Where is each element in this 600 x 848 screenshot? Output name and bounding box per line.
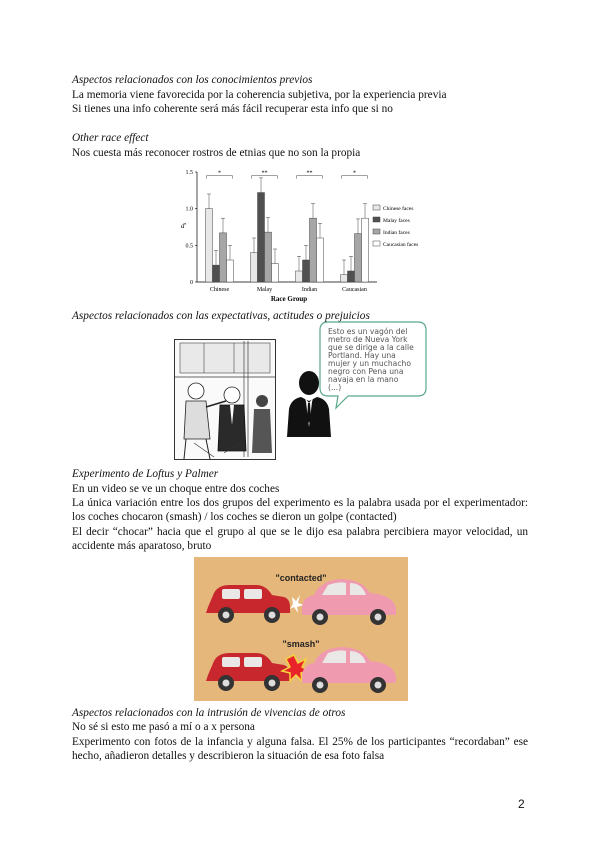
legend-swatch <box>373 217 380 222</box>
section-heading-prior-knowledge: Aspectos relacionados con los conocimientos previos <box>72 74 313 86</box>
bar-caucasian-faces <box>317 238 324 282</box>
significance-marker: * <box>218 170 221 177</box>
subway-scene-illustration <box>174 339 276 460</box>
x-tick-label: Indian <box>301 287 318 293</box>
legend-label: Indian faces <box>383 230 410 236</box>
paragraph: El decir “chocar” hacia que el grupo al que se le dijo esa palabra percibiera mayor velocidad, un accidente más aparatoso, bruto <box>72 526 528 552</box>
bar-malay-faces <box>258 193 265 282</box>
paragraph-line: La memoria viene favorecida por la coherencia subjetiva, por la experiencia previa <box>72 89 447 101</box>
legend-swatch <box>373 241 380 246</box>
section-heading-loftus-palmer: Experimento de Loftus y Palmer <box>72 468 219 480</box>
bar-malay-faces <box>303 260 310 282</box>
y-tick-label: 0.5 <box>185 243 193 250</box>
significance-marker: ** <box>261 170 268 177</box>
y-tick-label: 1.0 <box>185 206 193 213</box>
bar-indian-faces <box>355 234 362 282</box>
section-heading-expectations: Aspectos relacionados con las expectativas, actitudes o prejuicios <box>72 310 370 322</box>
paragraph-line: Si tienes una info coherente será más fácil recuperar esta info que si no <box>72 103 393 115</box>
legend-label: Malay faces <box>383 218 410 224</box>
y-tick-label: 0 <box>190 280 193 286</box>
legend-label: Chinese faces <box>383 206 414 212</box>
bubble-line: metro de Nueva York <box>328 335 408 344</box>
y-tick-label: 1.5 <box>185 170 193 176</box>
bar-chinese-faces <box>251 253 258 282</box>
bubble-line: negro con Pena una <box>328 367 404 376</box>
legend-swatch <box>373 229 380 234</box>
bar-indian-faces <box>265 232 272 282</box>
bubble-line: Esto es un vagón del <box>328 327 408 336</box>
car-crash-illustration <box>194 557 408 701</box>
bar-malay-faces <box>213 265 220 282</box>
significance-marker: ** <box>306 170 313 177</box>
label-contacted: "contacted" <box>275 573 327 583</box>
bar-caucasian-faces <box>227 260 234 282</box>
speech-bubble <box>318 320 430 410</box>
bar-chinese-faces <box>296 271 303 282</box>
x-tick-label: Caucasian <box>342 287 367 293</box>
significance-marker: * <box>353 170 356 177</box>
bubble-line: navaja en la mano <box>328 375 399 384</box>
section-heading-other-race-effect: Other race effect <box>72 132 149 144</box>
bubble-line: mujer y un muchacho <box>328 359 411 368</box>
bar-chinese-faces <box>341 275 348 282</box>
paragraph: La única variación entre los dos grupos del experimento es la palabra usada por el experimentador: los coches chocaron (smash) / los coches se dieron un golpe (contacted) <box>72 497 528 523</box>
bar-indian-faces <box>220 233 227 282</box>
bubble-line: (...) <box>328 383 342 392</box>
legend-swatch <box>373 205 380 210</box>
x-tick-label: Malay <box>256 287 273 293</box>
bar-caucasian-faces <box>272 264 279 282</box>
bubble-line: que se dirige a la calle <box>328 343 414 352</box>
paragraph-line: No sé si esto me pasó a mí o a x persona <box>72 721 255 733</box>
legend-label: Caucasian faces <box>383 242 419 248</box>
bar-indian-faces <box>310 218 317 282</box>
section-heading-intrusion: Aspectos relacionados con la intrusión de vivencias de otros <box>72 707 346 719</box>
bubble-line: Portland. Hay una <box>328 351 396 360</box>
paragraph-line: Nos cuesta más reconocer rostros de etnias que no son la propia <box>72 147 361 159</box>
label-smash: "smash" <box>282 639 320 649</box>
y-axis-label: d' <box>181 222 186 230</box>
bar-caucasian-faces <box>362 218 369 282</box>
paragraph: Experimento con fotos de la infancia y alguna falsa. El 25% de los participantes “recordaban” ese hecho, añadieron detalles y describieron la situación de esa foto falsa <box>72 736 528 762</box>
x-tick-label: Chinese <box>209 287 230 293</box>
race-effect-bar-chart <box>177 162 423 304</box>
page-number: 2 <box>518 797 525 811</box>
paragraph-line: En un video se ve un choque entre dos coches <box>72 483 280 495</box>
x-axis-label: Race Group <box>270 295 308 303</box>
bar-malay-faces <box>348 271 355 282</box>
bar-chinese-faces <box>206 209 213 282</box>
